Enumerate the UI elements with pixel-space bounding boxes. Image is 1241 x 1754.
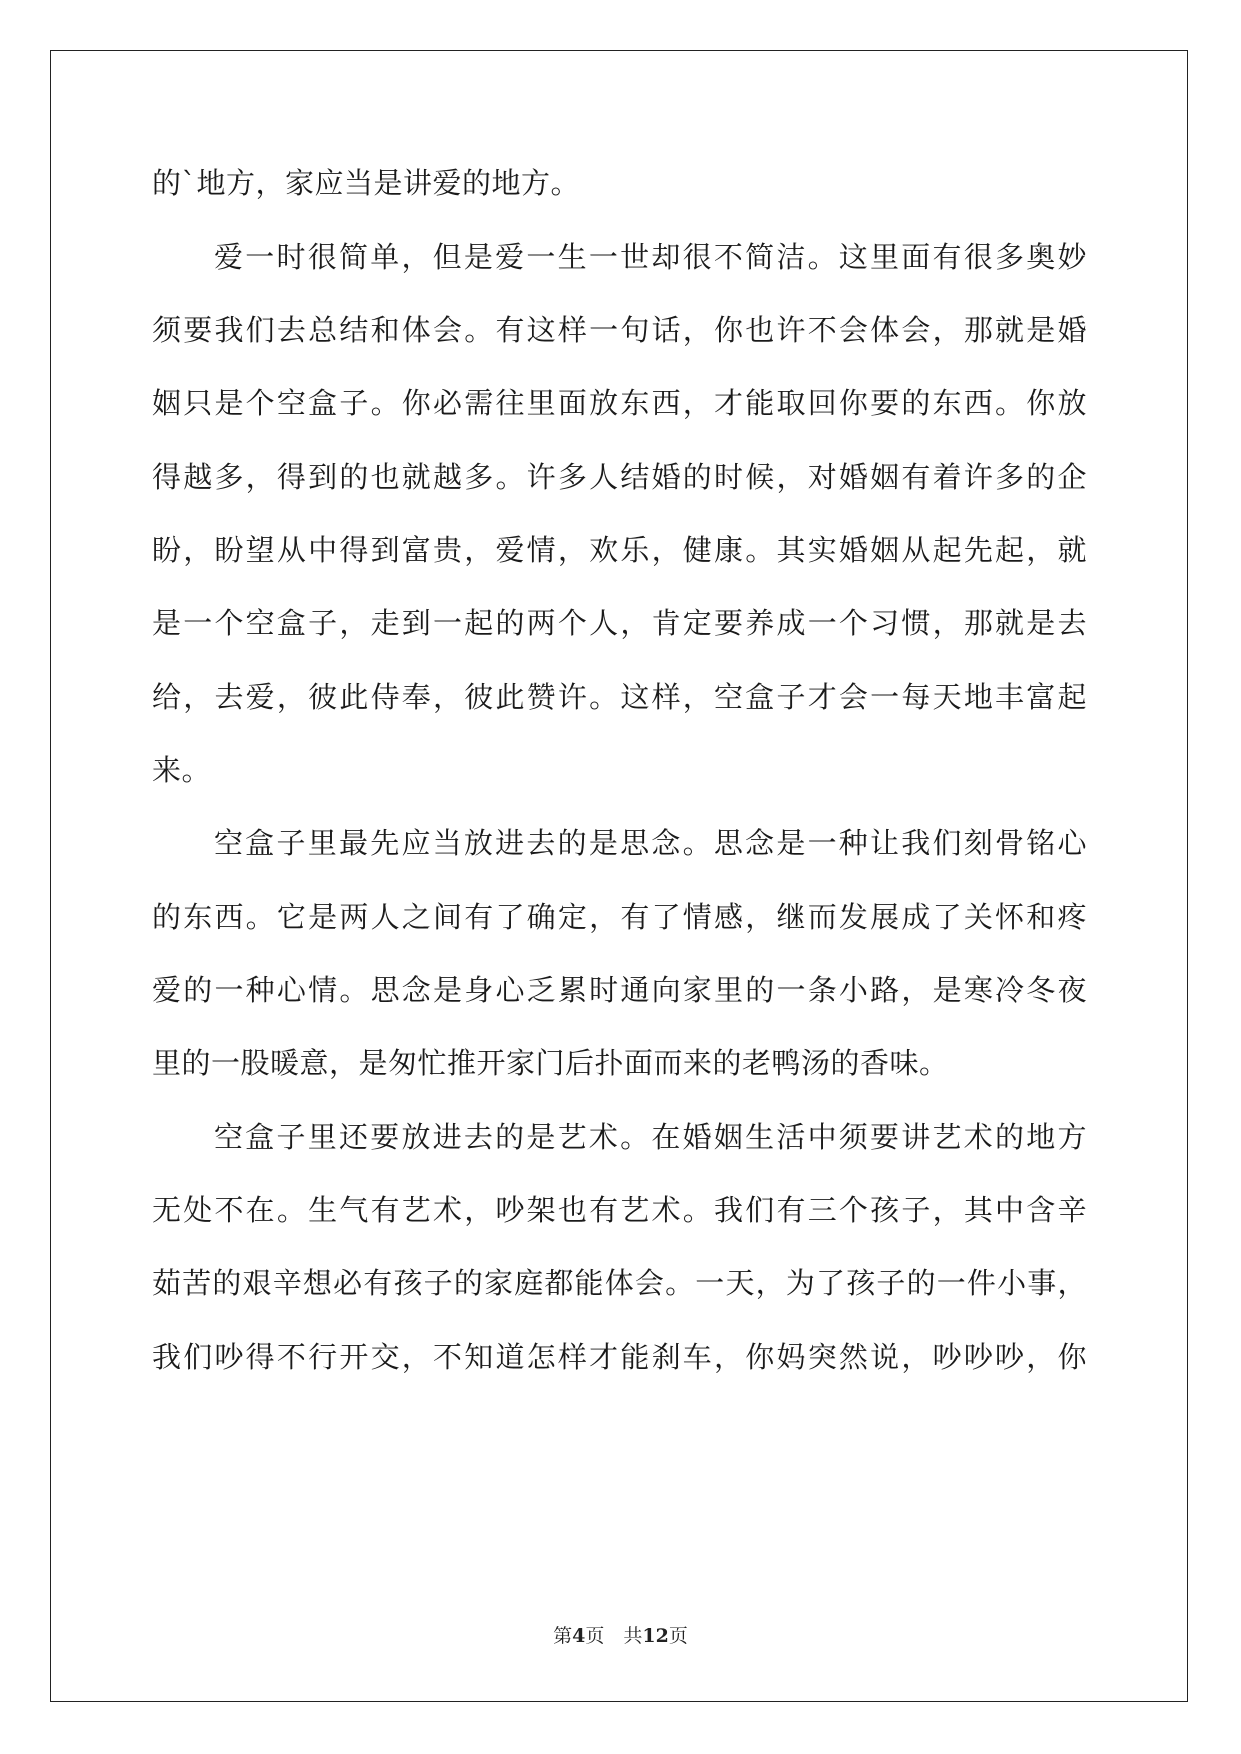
footer-page-number: 4 bbox=[572, 1625, 586, 1647]
text-line: 爱的一种心情。思念是身心乏累时通向家里的一条小路，是寒冷冬夜 bbox=[152, 973, 1087, 1007]
footer-mid: 页 共 bbox=[585, 1625, 643, 1647]
footer-suffix: 页 bbox=[668, 1625, 688, 1647]
text-line: 姻只是个空盒子。你必需往里面放东西，才能取回你要的东西。你放 bbox=[152, 386, 1087, 420]
text-line: 里的一股暖意，是匆忙推开家门后扑面而来的老鸭汤的香味。 bbox=[152, 1046, 949, 1080]
text-line: 盼，盼望从中得到富贵，爱情，欢乐，健康。其实婚姻从起先起，就 bbox=[152, 533, 1087, 567]
text-line: 的东西。它是两人之间有了确定，有了情感，继而发展成了关怀和疼 bbox=[152, 900, 1087, 934]
text-line: 爱一时很简单，但是爱一生一世却很不简洁。这里面有很多奥妙 bbox=[214, 240, 1087, 274]
text-line: 须要我们去总结和体会。有这样一句话，你也许不会体会，那就是婚 bbox=[152, 313, 1087, 347]
footer-prefix: 第 bbox=[553, 1625, 573, 1647]
footer-total-pages: 12 bbox=[642, 1625, 669, 1647]
text-line: 的`地方，家应当是讲爱的地方。 bbox=[152, 166, 581, 200]
text-line: 是一个空盒子，走到一起的两个人，肯定要养成一个习惯，那就是去 bbox=[152, 606, 1087, 640]
page-footer bbox=[0, 1623, 1241, 1649]
text-line: 茹苦的艰辛想必有孩子的家庭都能体会。一天，为了孩子的一件小事， bbox=[152, 1266, 1087, 1300]
text-line: 给，去爱，彼此侍奉，彼此赞许。这样，空盒子才会一每天地丰富起 bbox=[152, 680, 1087, 714]
text-line: 空盒子里最先应当放进去的是思念。思念是一种让我们刻骨铭心 bbox=[214, 826, 1087, 860]
text-line: 我们吵得不行开交，不知道怎样才能刹车，你妈突然说，吵吵吵，你 bbox=[152, 1340, 1087, 1374]
text-line: 无处不在。生气有艺术，吵架也有艺术。我们有三个孩子，其中含辛 bbox=[152, 1193, 1087, 1227]
text-line: 空盒子里还要放进去的是艺术。在婚姻生活中须要讲艺术的地方 bbox=[214, 1120, 1087, 1154]
text-line: 得越多，得到的也就越多。许多人结婚的时候，对婚姻有着许多的企 bbox=[152, 460, 1087, 494]
page-border bbox=[50, 50, 1188, 1702]
text-line: 来。 bbox=[152, 753, 212, 787]
